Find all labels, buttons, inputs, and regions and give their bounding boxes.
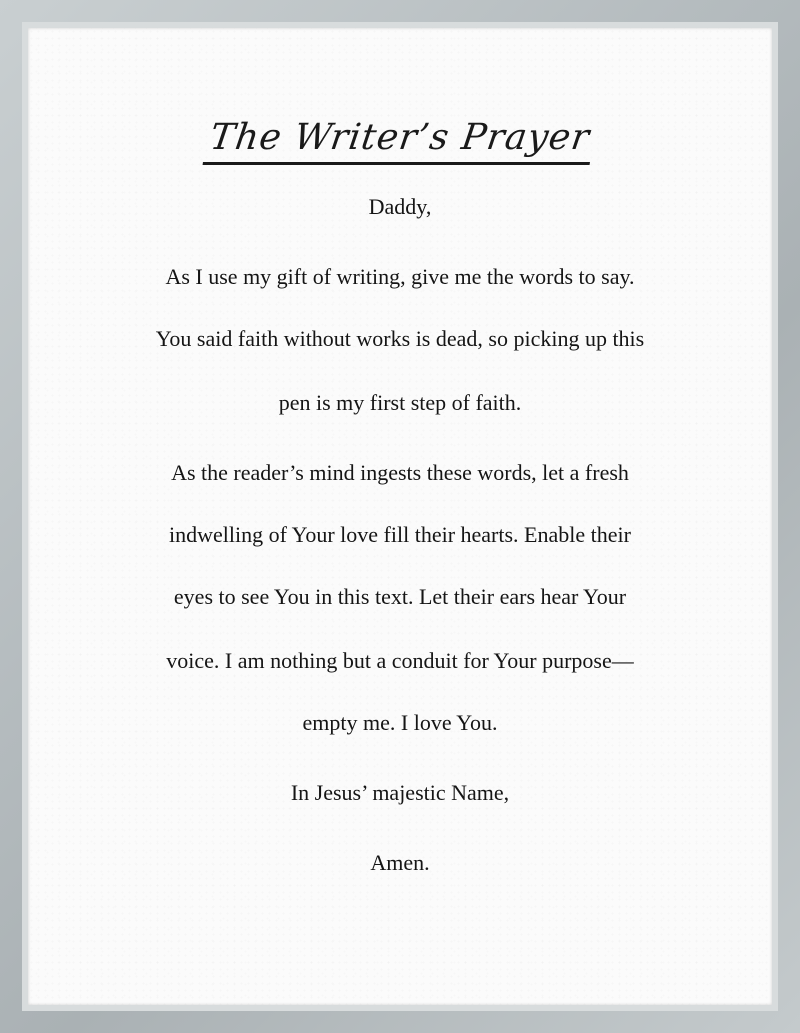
page-title: The Writer’s Prayer <box>203 116 597 165</box>
paragraph-2-line-5: empty me. I love You. <box>302 710 498 735</box>
paragraph-2-line-4: voice. I am nothing but a conduit for Your purpose— <box>166 648 634 673</box>
paragraph-2-line-3: eyes to see You in this text. Let their ears hear Your <box>173 584 627 609</box>
paragraph-2-line-1: As the reader’s mind ingests these words, let a fresh <box>171 460 629 485</box>
paragraph-1-line-3: pen is my first step of faith. <box>278 390 522 415</box>
closing-line: In Jesus’ majestic Name, <box>290 780 510 805</box>
salutation: Daddy, <box>368 194 432 219</box>
paragraph-1-line-2: You said faith without works is dead, so picking up this <box>155 326 645 351</box>
paragraph-1-line-1: As I use my gift of writing, give me the words to say. <box>165 264 635 289</box>
signoff-line: Amen. <box>370 850 430 875</box>
prayer-page <box>28 28 772 1005</box>
paragraph-2-line-2: indwelling of Your love fill their hearts. Enable their <box>169 522 631 547</box>
title-container <box>28 116 772 165</box>
